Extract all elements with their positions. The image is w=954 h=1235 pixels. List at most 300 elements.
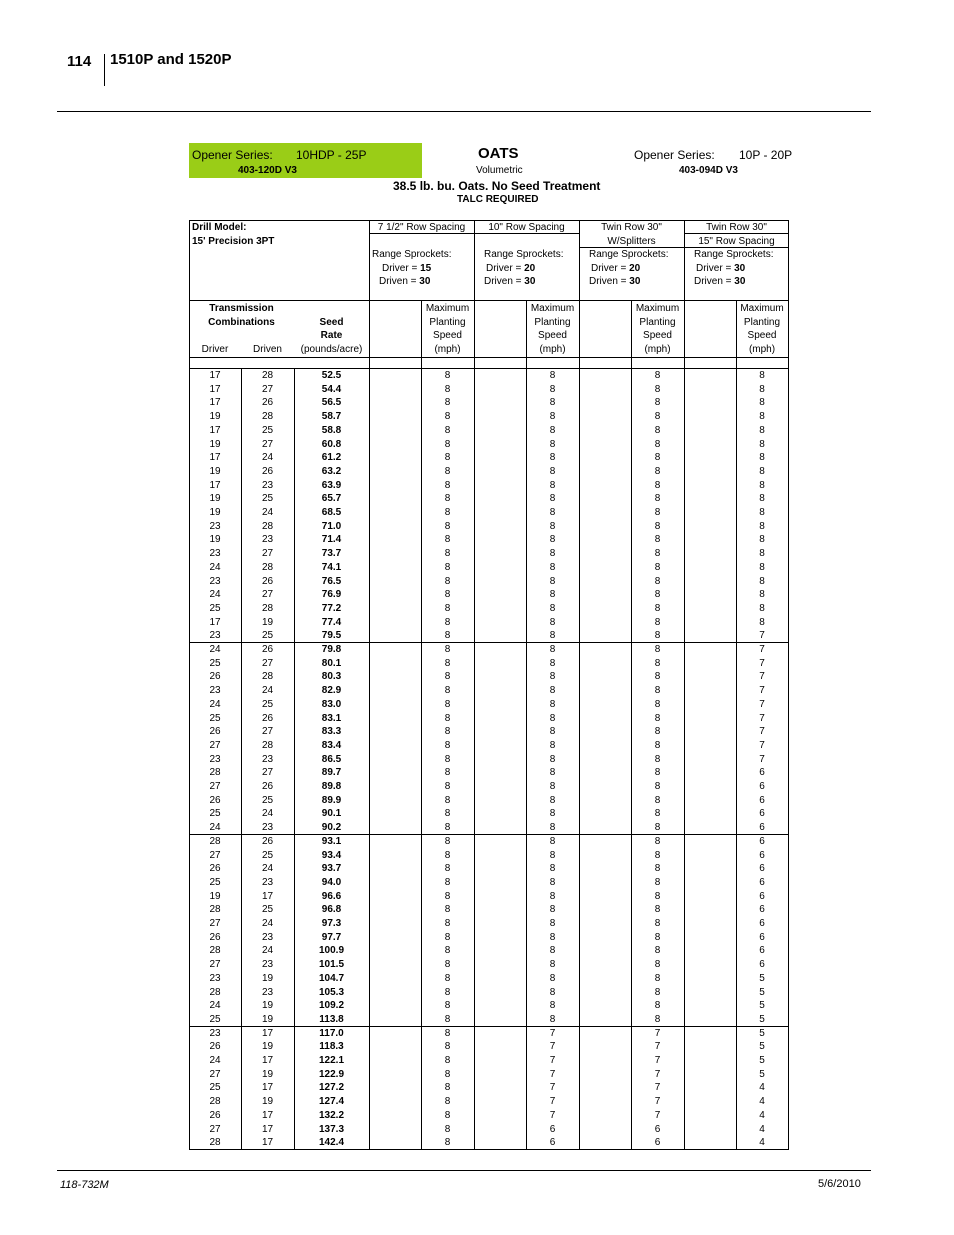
cell-speed-10: 8 bbox=[549, 753, 556, 765]
max-speed-header-4-line2: Planting bbox=[743, 317, 781, 328]
cell-speed-7-5: 8 bbox=[444, 630, 451, 642]
cell-driven: 17 bbox=[261, 1137, 274, 1149]
cell-speed-twin-15: 8 bbox=[759, 411, 765, 423]
cell-speed-twin-15: 8 bbox=[759, 575, 765, 587]
cell-driven: 19 bbox=[261, 972, 274, 984]
cell-driven: 27 bbox=[261, 726, 274, 738]
cell-speed-twin-splitters: 7 bbox=[654, 1096, 661, 1108]
cell-driven: 27 bbox=[261, 657, 274, 669]
seed-rate-label-3: (pounds/acre) bbox=[300, 344, 363, 355]
cell-seed-rate: 74.1 bbox=[321, 561, 342, 573]
cell-speed-10: 8 bbox=[549, 534, 556, 546]
cell-speed-10: 7 bbox=[549, 1027, 556, 1039]
cell-driver: 26 bbox=[209, 726, 221, 738]
cell-speed-twin-splitters: 8 bbox=[654, 863, 661, 875]
cell-seed-rate: 73.7 bbox=[321, 548, 342, 560]
cell-speed-twin-splitters: 8 bbox=[654, 1000, 661, 1012]
cell-speed-10: 7 bbox=[549, 1109, 556, 1121]
cell-speed-twin-15: 6 bbox=[759, 794, 765, 806]
sprocket-label-4: Range Sprockets: bbox=[694, 249, 774, 260]
cell-driven: 17 bbox=[261, 1082, 274, 1094]
cell-seed-rate: 71.0 bbox=[321, 520, 342, 532]
cell-speed-10: 7 bbox=[549, 1082, 556, 1094]
cell-speed-7-5: 8 bbox=[444, 616, 451, 628]
cell-speed-twin-15: 8 bbox=[759, 438, 765, 450]
cell-speed-10: 8 bbox=[549, 424, 556, 436]
cell-speed-10: 8 bbox=[549, 876, 556, 888]
cell-speed-7-5: 8 bbox=[444, 1041, 451, 1053]
cell-driver: 19 bbox=[209, 890, 221, 902]
cell-speed-7-5: 8 bbox=[444, 863, 451, 875]
cell-driven: 27 bbox=[261, 767, 274, 779]
cell-speed-twin-splitters: 8 bbox=[654, 575, 661, 587]
cell-speed-7-5: 8 bbox=[444, 438, 451, 450]
sprocket-driver-2: Driver = 20 bbox=[486, 263, 536, 274]
cell-seed-rate: 96.6 bbox=[321, 890, 342, 902]
cell-speed-twin-15: 7 bbox=[759, 698, 765, 710]
cell-driver: 25 bbox=[209, 808, 221, 820]
config-2-line1: 10" Row Spacing bbox=[488, 222, 565, 233]
cell-speed-10: 8 bbox=[549, 1013, 556, 1025]
cell-speed-7-5: 8 bbox=[444, 479, 451, 491]
cell-speed-10: 8 bbox=[549, 589, 556, 601]
table-row bbox=[189, 944, 789, 958]
cell-seed-rate: 77.4 bbox=[321, 616, 342, 628]
cell-speed-twin-15: 8 bbox=[759, 602, 765, 614]
cell-speed-twin-15: 6 bbox=[759, 767, 765, 779]
cell-speed-10: 8 bbox=[549, 945, 556, 957]
cell-speed-twin-splitters: 8 bbox=[654, 589, 661, 601]
opener-right-label: Opener Series: bbox=[634, 148, 715, 162]
table-row bbox=[189, 616, 789, 630]
cell-speed-twin-splitters: 6 bbox=[654, 1123, 661, 1135]
table-row bbox=[189, 465, 789, 479]
cell-driven: 23 bbox=[261, 534, 274, 546]
cell-speed-twin-splitters: 8 bbox=[654, 493, 661, 505]
cell-driven: 26 bbox=[261, 835, 274, 847]
cell-seed-rate: 63.2 bbox=[321, 465, 342, 477]
cell-speed-7-5: 8 bbox=[444, 548, 451, 560]
cell-driven: 17 bbox=[261, 890, 274, 902]
cell-seed-rate: 54.4 bbox=[321, 383, 342, 395]
cell-seed-rate: 109.2 bbox=[318, 1000, 345, 1012]
cell-speed-10: 8 bbox=[549, 575, 556, 587]
config-3-line2: W/Splitters bbox=[607, 236, 656, 247]
cell-speed-10: 8 bbox=[549, 890, 556, 902]
cell-driver: 19 bbox=[209, 411, 221, 423]
cell-seed-rate: 56.5 bbox=[321, 397, 342, 409]
cell-seed-rate: 101.5 bbox=[318, 959, 345, 971]
cell-speed-twin-splitters: 8 bbox=[654, 835, 661, 847]
table-row bbox=[189, 753, 789, 767]
cell-driver: 23 bbox=[209, 753, 221, 765]
config-3-line1: Twin Row 30" bbox=[601, 222, 662, 233]
cell-driven: 23 bbox=[261, 479, 274, 491]
cell-driver: 23 bbox=[209, 520, 221, 532]
cell-seed-rate: 122.1 bbox=[318, 1055, 345, 1066]
cell-speed-twin-splitters: 8 bbox=[654, 890, 661, 902]
cell-speed-twin-splitters: 8 bbox=[654, 671, 661, 683]
cell-speed-10: 8 bbox=[549, 959, 556, 971]
cell-speed-twin-15: 8 bbox=[759, 561, 765, 573]
cell-speed-twin-splitters: 8 bbox=[654, 753, 661, 765]
max-speed-header-3-line3: Speed bbox=[643, 330, 672, 341]
cell-driven: 25 bbox=[261, 849, 274, 861]
cell-speed-10: 8 bbox=[549, 644, 556, 655]
cell-seed-rate: 89.9 bbox=[321, 794, 342, 806]
cell-driver: 27 bbox=[209, 1068, 221, 1080]
cell-driven: 19 bbox=[261, 1013, 274, 1025]
cell-speed-10: 8 bbox=[549, 397, 556, 409]
drill-model-label: Drill Model: bbox=[192, 222, 247, 233]
cell-speed-7-5: 8 bbox=[444, 1013, 451, 1025]
cell-speed-twin-15: 8 bbox=[759, 493, 765, 505]
cell-speed-10: 8 bbox=[549, 465, 556, 477]
cell-speed-twin-15: 8 bbox=[759, 589, 765, 601]
cell-driven: 24 bbox=[261, 918, 274, 929]
cell-driven: 26 bbox=[261, 397, 274, 409]
max-speed-header-4-line3: Speed bbox=[747, 330, 777, 341]
document-number: 118-732M bbox=[60, 1179, 109, 1191]
sprocket-driver-1: Driver = 15 bbox=[382, 263, 432, 274]
cell-seed-rate: 117.0 bbox=[319, 1027, 344, 1039]
cell-seed-rate: 77.2 bbox=[321, 602, 342, 614]
cell-driver: 28 bbox=[209, 986, 221, 998]
cell-driver: 23 bbox=[209, 548, 221, 560]
cell-driven: 28 bbox=[261, 370, 274, 381]
cell-speed-7-5: 8 bbox=[444, 644, 451, 655]
cell-seed-rate: 132.2 bbox=[318, 1109, 345, 1121]
table-row bbox=[189, 917, 789, 931]
cell-seed-rate: 105.3 bbox=[318, 986, 345, 998]
cell-driven: 23 bbox=[261, 986, 274, 998]
cell-speed-7-5: 8 bbox=[444, 370, 451, 381]
cell-speed-twin-15: 8 bbox=[759, 465, 765, 477]
cell-speed-twin-15: 6 bbox=[759, 835, 765, 847]
table-row bbox=[189, 684, 789, 698]
cell-speed-twin-15: 5 bbox=[759, 972, 765, 984]
cell-speed-7-5: 8 bbox=[444, 767, 451, 779]
cell-speed-7-5: 8 bbox=[444, 534, 451, 546]
cell-driven: 17 bbox=[261, 1027, 274, 1039]
cell-driver: 26 bbox=[209, 1041, 221, 1053]
max-speed-header-2-line1: Maximum bbox=[530, 303, 575, 314]
seed-rate-label-1: Seed bbox=[319, 317, 344, 328]
cell-speed-twin-15: 5 bbox=[759, 1055, 765, 1066]
cell-driven: 28 bbox=[261, 411, 274, 423]
cell-driven: 26 bbox=[261, 781, 274, 792]
talc-note: TALC REQUIRED bbox=[457, 194, 539, 205]
cell-driven: 19 bbox=[261, 1000, 274, 1012]
cell-speed-twin-splitters: 8 bbox=[654, 561, 661, 573]
cell-driven: 28 bbox=[261, 739, 274, 751]
cell-seed-rate: 86.5 bbox=[321, 753, 342, 765]
cell-seed-rate: 89.8 bbox=[321, 781, 342, 792]
cell-driver: 19 bbox=[209, 507, 221, 518]
cell-driver: 26 bbox=[209, 1109, 221, 1121]
cell-seed-rate: 97.7 bbox=[321, 931, 342, 943]
metering-type: Volumetric bbox=[476, 165, 523, 176]
part-number-right: 403-094D V3 bbox=[679, 165, 738, 176]
cell-seed-rate: 122.9 bbox=[318, 1068, 345, 1080]
cell-driver: 26 bbox=[209, 671, 221, 683]
cell-speed-twin-splitters: 8 bbox=[654, 904, 661, 916]
cell-speed-7-5: 8 bbox=[444, 849, 451, 861]
cell-seed-rate: 80.3 bbox=[321, 671, 342, 683]
cell-speed-twin-splitters: 7 bbox=[654, 1041, 661, 1053]
cell-driven: 26 bbox=[261, 465, 274, 477]
sprocket-driven-4: Driven = 30 bbox=[694, 276, 746, 287]
table-row bbox=[189, 958, 789, 972]
cell-speed-7-5: 8 bbox=[444, 383, 451, 395]
cell-speed-twin-15: 4 bbox=[759, 1123, 765, 1135]
table-row bbox=[189, 424, 789, 438]
cell-speed-twin-splitters: 8 bbox=[654, 945, 661, 957]
cell-seed-rate: 68.5 bbox=[321, 507, 342, 518]
cell-driven: 24 bbox=[261, 808, 274, 820]
cell-seed-rate: 94.0 bbox=[321, 876, 342, 888]
cell-speed-twin-splitters: 8 bbox=[654, 602, 661, 614]
cell-speed-twin-15: 8 bbox=[759, 452, 765, 464]
cell-driver: 24 bbox=[209, 822, 221, 834]
cell-seed-rate: 65.7 bbox=[321, 493, 342, 505]
cell-speed-twin-splitters: 7 bbox=[654, 1068, 661, 1080]
cell-speed-10: 7 bbox=[549, 1068, 556, 1080]
cell-driver: 23 bbox=[209, 1027, 221, 1039]
cell-speed-twin-15: 8 bbox=[759, 507, 765, 518]
table-row bbox=[189, 931, 789, 945]
cell-speed-twin-15: 4 bbox=[759, 1082, 765, 1094]
table-row bbox=[189, 629, 789, 643]
cell-speed-twin-splitters: 8 bbox=[654, 849, 661, 861]
cell-seed-rate: 93.1 bbox=[321, 835, 342, 847]
cell-speed-10: 8 bbox=[549, 794, 556, 806]
table-row bbox=[189, 890, 789, 904]
max-speed-header-1-line1: Maximum bbox=[425, 303, 470, 314]
driver-column-header: Driver bbox=[201, 344, 229, 355]
cell-speed-10: 8 bbox=[549, 671, 556, 683]
max-speed-header-1-line3: Speed bbox=[433, 330, 462, 341]
table-row bbox=[189, 1095, 789, 1109]
cell-seed-rate: 90.1 bbox=[321, 808, 342, 820]
cell-driver: 28 bbox=[209, 767, 221, 779]
cell-speed-twin-15: 6 bbox=[759, 959, 765, 971]
transmission-label: Transmission bbox=[209, 303, 274, 314]
cell-driven: 24 bbox=[261, 507, 274, 518]
cell-seed-rate: 58.8 bbox=[321, 424, 342, 436]
cell-seed-rate: 127.2 bbox=[318, 1082, 345, 1094]
table-row bbox=[189, 547, 789, 561]
cell-speed-7-5: 8 bbox=[444, 671, 451, 683]
cell-speed-7-5: 8 bbox=[444, 561, 451, 573]
cell-speed-twin-splitters: 7 bbox=[654, 1027, 661, 1039]
cell-speed-10: 6 bbox=[549, 1123, 556, 1135]
opener-right-value: 10P - 20P bbox=[739, 148, 793, 162]
cell-speed-twin-15: 7 bbox=[759, 657, 765, 669]
max-speed-header-4-line4: (mph) bbox=[748, 344, 776, 355]
cell-speed-twin-splitters: 8 bbox=[654, 918, 661, 929]
cell-speed-7-5: 8 bbox=[444, 411, 451, 423]
cell-speed-10: 8 bbox=[549, 507, 556, 518]
table-row bbox=[189, 492, 789, 506]
cell-driven: 19 bbox=[261, 1041, 274, 1053]
footer-date: 5/6/2010 bbox=[818, 1178, 861, 1190]
cell-speed-twin-15: 8 bbox=[759, 479, 765, 491]
cell-speed-twin-splitters: 8 bbox=[654, 383, 661, 395]
cell-speed-10: 8 bbox=[549, 616, 556, 628]
cell-speed-twin-splitters: 8 bbox=[654, 507, 661, 518]
cell-speed-twin-splitters: 8 bbox=[654, 781, 661, 792]
cell-speed-7-5: 8 bbox=[444, 602, 451, 614]
cell-seed-rate: 118.3 bbox=[319, 1041, 344, 1053]
table-row bbox=[189, 1054, 789, 1068]
cell-speed-twin-15: 4 bbox=[759, 1096, 765, 1108]
cell-speed-7-5: 8 bbox=[444, 876, 451, 888]
cell-seed-rate: 89.7 bbox=[321, 767, 342, 779]
cell-speed-7-5: 8 bbox=[444, 808, 451, 820]
cell-driven: 25 bbox=[261, 424, 274, 436]
cell-driver: 19 bbox=[209, 465, 221, 477]
cell-speed-10: 8 bbox=[549, 383, 556, 395]
cell-speed-twin-splitters: 8 bbox=[654, 452, 661, 464]
table-row bbox=[189, 698, 789, 712]
cell-speed-7-5: 8 bbox=[444, 904, 451, 916]
cell-driver: 17 bbox=[209, 424, 221, 436]
cell-speed-twin-splitters: 7 bbox=[654, 1055, 661, 1066]
cell-driven: 24 bbox=[261, 945, 274, 957]
driven-column-header: Driven bbox=[253, 344, 282, 355]
seed-description: 38.5 lb. bu. Oats. No Seed Treatment bbox=[393, 179, 601, 193]
cell-seed-rate: 83.1 bbox=[321, 712, 342, 724]
cell-driver: 17 bbox=[209, 616, 221, 628]
table-row bbox=[189, 821, 789, 835]
cell-driver: 23 bbox=[209, 575, 221, 587]
table-row bbox=[189, 533, 789, 547]
cell-driven: 19 bbox=[261, 616, 274, 628]
cell-speed-twin-splitters: 8 bbox=[654, 630, 661, 642]
cell-speed-twin-15: 4 bbox=[759, 1137, 765, 1149]
table-row bbox=[189, 588, 789, 602]
cell-driven: 28 bbox=[261, 671, 274, 683]
cell-seed-rate: 80.1 bbox=[321, 657, 342, 669]
cell-speed-twin-15: 7 bbox=[759, 739, 765, 751]
cell-driven: 17 bbox=[261, 1109, 274, 1121]
max-speed-header-3-line2: Planting bbox=[639, 317, 676, 328]
cell-speed-twin-splitters: 8 bbox=[654, 808, 661, 820]
cell-driver: 24 bbox=[209, 589, 221, 601]
table-row bbox=[189, 835, 789, 849]
max-speed-header-4-line1: Maximum bbox=[740, 303, 784, 314]
cell-seed-rate: 90.2 bbox=[321, 822, 342, 834]
cell-driven: 25 bbox=[261, 493, 274, 505]
cell-speed-7-5: 8 bbox=[444, 1109, 451, 1121]
table-row bbox=[189, 451, 789, 465]
cell-speed-twin-splitters: 8 bbox=[654, 986, 661, 998]
cell-speed-twin-splitters: 8 bbox=[654, 479, 661, 491]
cell-speed-twin-splitters: 8 bbox=[654, 424, 661, 436]
cell-speed-twin-splitters: 8 bbox=[654, 411, 661, 423]
cell-speed-twin-15: 6 bbox=[759, 849, 765, 861]
cell-driven: 26 bbox=[261, 712, 274, 724]
table-row bbox=[189, 903, 789, 917]
cell-driver: 25 bbox=[209, 1082, 221, 1094]
cell-seed-rate: 76.5 bbox=[321, 575, 342, 587]
cell-seed-rate: 79.5 bbox=[321, 630, 342, 642]
cell-seed-rate: 142.4 bbox=[318, 1137, 345, 1149]
cell-driven: 26 bbox=[261, 644, 274, 655]
cell-driven: 24 bbox=[261, 685, 274, 697]
table-row bbox=[189, 561, 789, 575]
cell-driver: 27 bbox=[209, 739, 221, 751]
cell-driven: 27 bbox=[261, 438, 274, 450]
table-row bbox=[189, 506, 789, 520]
cell-speed-twin-15: 5 bbox=[759, 1013, 765, 1025]
cell-seed-rate: 93.4 bbox=[321, 849, 342, 861]
cell-speed-twin-splitters: 8 bbox=[654, 822, 661, 834]
cell-speed-twin-splitters: 7 bbox=[654, 1109, 661, 1121]
cell-speed-twin-15: 6 bbox=[759, 931, 765, 943]
cell-driven: 19 bbox=[261, 1068, 274, 1080]
sprocket-driver-4: Driver = 30 bbox=[696, 263, 746, 274]
cell-driven: 24 bbox=[261, 863, 274, 875]
cell-speed-twin-splitters: 8 bbox=[654, 548, 661, 560]
cell-speed-twin-splitters: 8 bbox=[654, 465, 661, 477]
cell-speed-twin-splitters: 8 bbox=[654, 794, 661, 806]
table-row bbox=[189, 1040, 789, 1054]
sprocket-label-3: Range Sprockets: bbox=[589, 249, 669, 260]
table-row bbox=[189, 807, 789, 821]
cell-speed-twin-15: 7 bbox=[759, 753, 765, 765]
cell-driver: 24 bbox=[209, 644, 221, 655]
table-row bbox=[189, 575, 789, 589]
cell-speed-10: 8 bbox=[549, 548, 556, 560]
crop-title: OATS bbox=[478, 145, 519, 162]
cell-speed-7-5: 8 bbox=[444, 589, 451, 601]
table-row bbox=[189, 1109, 789, 1123]
cell-speed-10: 8 bbox=[549, 602, 556, 614]
cell-speed-twin-splitters: 8 bbox=[654, 644, 661, 655]
cell-seed-rate: 83.0 bbox=[321, 698, 342, 710]
max-speed-header-1-line2: Planting bbox=[429, 317, 466, 328]
cell-speed-twin-15: 6 bbox=[759, 822, 765, 834]
cell-speed-7-5: 8 bbox=[444, 1096, 451, 1108]
cell-seed-rate: 79.8 bbox=[321, 644, 342, 655]
table-row bbox=[189, 712, 789, 726]
cell-seed-rate: 60.8 bbox=[321, 438, 342, 450]
cell-driven: 25 bbox=[261, 904, 274, 916]
cell-speed-10: 8 bbox=[549, 904, 556, 916]
table-row bbox=[189, 383, 789, 397]
cell-speed-7-5: 8 bbox=[444, 465, 451, 477]
cell-speed-10: 8 bbox=[549, 972, 556, 984]
cell-speed-twin-15: 5 bbox=[759, 1027, 765, 1039]
cell-speed-7-5: 8 bbox=[444, 698, 451, 710]
opener-left-value: 10HDP - 25P bbox=[296, 148, 367, 162]
cell-driver: 17 bbox=[209, 370, 221, 381]
cell-driver: 24 bbox=[209, 698, 221, 710]
cell-speed-twin-15: 8 bbox=[759, 370, 765, 381]
cell-speed-7-5: 8 bbox=[444, 972, 451, 984]
cell-driven: 25 bbox=[261, 794, 274, 806]
cell-speed-twin-15: 7 bbox=[759, 671, 765, 683]
cell-speed-7-5: 8 bbox=[444, 794, 451, 806]
cell-seed-rate: 76.9 bbox=[321, 589, 342, 601]
cell-seed-rate: 83.4 bbox=[321, 739, 342, 751]
cell-speed-twin-15: 8 bbox=[759, 548, 765, 560]
table-row bbox=[189, 849, 789, 863]
cell-speed-10: 7 bbox=[549, 1041, 556, 1053]
cell-speed-twin-splitters: 8 bbox=[654, 972, 661, 984]
